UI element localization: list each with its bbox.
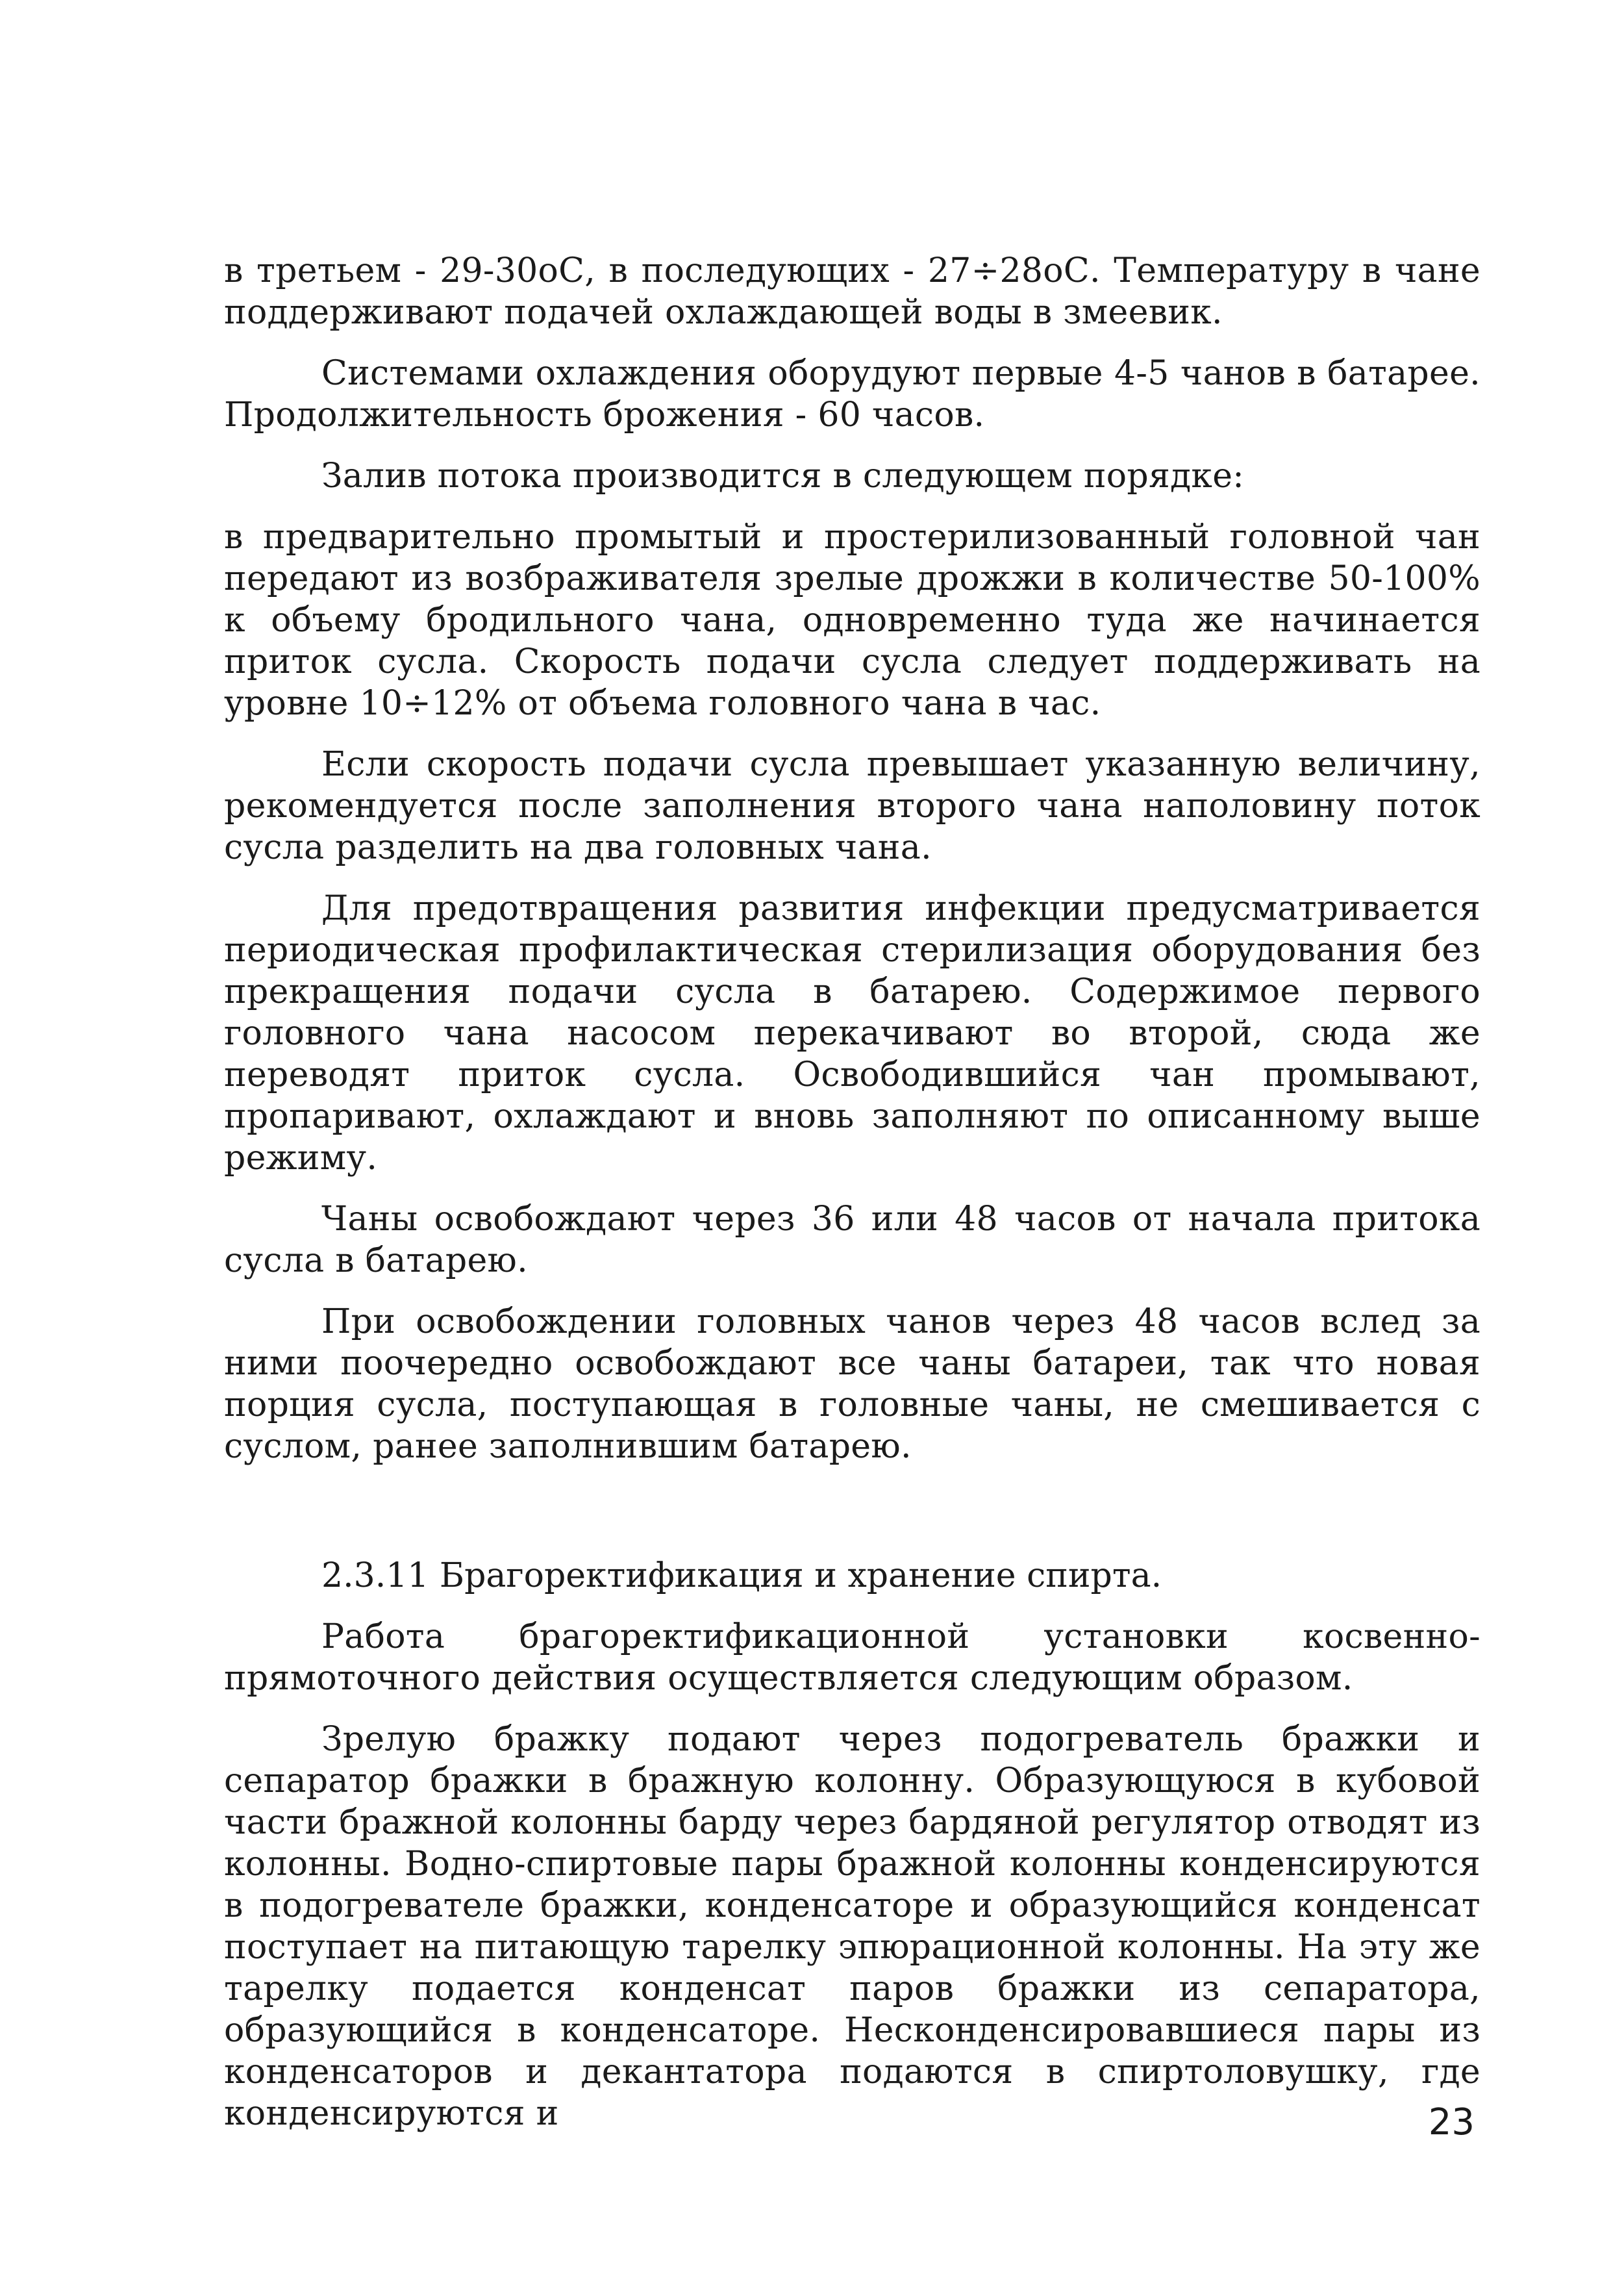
paragraph-infection-prevention: Для предотвращения развития инфекции предусматривается периодическая профилактическая стерилизация оборудования без прекращения подачи сусла в батарею. Содержимое первого головного чана насосом перекачивают во второй, сюда же переводят приток сусла. Освободившийся чан промывают, пропаривают, охлаждают и вновь заполняют по описанному выше режиму. [224, 889, 1480, 1178]
section-heading: 2.3.11 Брагоректификация и хранение спирта. [321, 1556, 1162, 1595]
paragraph-installation-operation: Работа брагоректификационной установки косвенно-прямоточного действия осуществляется следующим образом. [224, 1617, 1480, 1698]
document-page [224, 250, 1480, 2154]
paragraph-head-vat-release: При освобождении головных чанов через 48 часов вслед за ними поочередно освобождают все чаны батареи, так что новая порция сусла, поступающая в головные чаны, не смешивается с суслом, ранее заполнившим батарею. [224, 1302, 1480, 1466]
paragraph-temperature: в третьем - 29-30оС, в последующих - 27÷28оС. Температуру в чане поддерживают подачей охлаждающей воды в змеевик. [224, 251, 1480, 332]
paragraph-filling-order-intro: Залив потока производится в следующем порядке: [321, 457, 1245, 496]
paragraph-filling-order: в предварительно промытый и простерилизованный головной чан передают из возбраживателя зрелые дрожжи в количестве 50-100% к объему бродильного чана, одновременно туда же начинается приток сусла. Скорость подачи сусла следует поддерживать на уровне 10÷12% от объема головного чана в час. [224, 518, 1480, 723]
paragraph-feed-rate: Если скорость подачи сусла превышает указанную величину, рекомендуется после заполнения второго чана наполовину поток сусла разделить на два головных чана. [224, 745, 1480, 867]
paragraph-vat-release: Чаны освобождают через 36 или 48 часов от начала притока сусла в батарею. [224, 1200, 1480, 1280]
paragraph-cooling-systems: Системами охлаждения оборудуют первые 4-5 чанов в батарее. Продолжительность брожения - 60 часов. [224, 354, 1480, 435]
page-number: 23 [1428, 2101, 1475, 2143]
paragraph-process-description: Зрелую бражку подают через подогреватель бражки и сепаратор бражки в бражную колонну. Образующуюся в кубовой части бражной колонны барду через бардяной регулятор отводят из колонны. Водно-спиртовые пары бражной колонны конденсируются в подогревателе бражки, конденсаторе и образующийся конденсат поступает на питающую тарелку эпюрационной колонны. На эту же тарелку подается конденсат паров бражки из сепаратора, образующийся в конденсаторе. Несконденсировавшиеся пары из конденсаторов и декантатора подаются в спиртоловушку, где конденсируются и [224, 1720, 1480, 2133]
